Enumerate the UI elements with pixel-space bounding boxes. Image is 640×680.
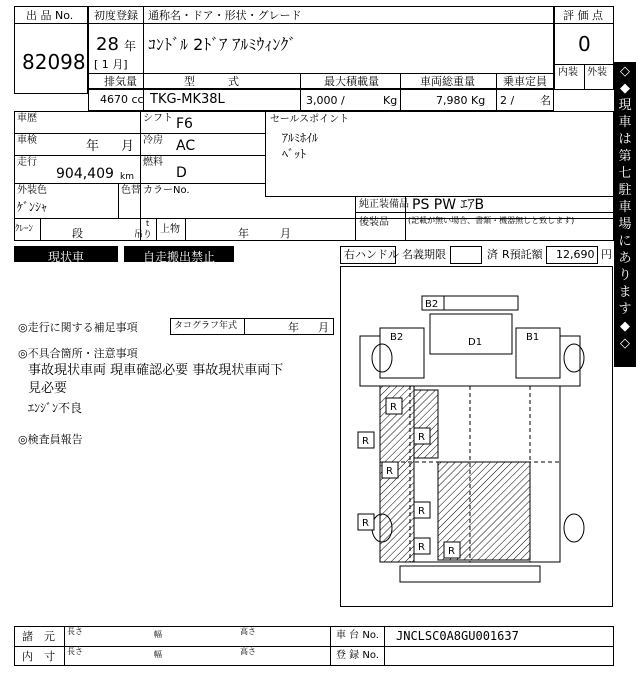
damage-diagram (340, 266, 614, 608)
ac-label: 冷房 (143, 135, 163, 146)
inspection-label: 車検 (17, 135, 37, 146)
crane-hook-top: t (146, 219, 150, 228)
current-condition-badge: 現状車 (14, 246, 118, 262)
interior-grade-label: 内装 (558, 67, 578, 78)
registration-year-unit: 年 (124, 39, 137, 53)
side-notice-char: 駐 (618, 183, 632, 198)
gross-weight-label: 車両総重量 (420, 75, 475, 88)
length-label-1: 長さ (67, 627, 83, 636)
displacement-label: 排気量 (104, 75, 137, 88)
side-notice-text (614, 64, 636, 351)
chassis-number-label: 車 台 No. (336, 630, 379, 641)
side-notice-char: に (618, 234, 632, 249)
inspection-year: 年 (86, 139, 100, 154)
registration-month: [ 1 月] (94, 58, 128, 71)
mileage-value: 904,409 (56, 166, 114, 182)
aftermarket-note: (記載が無い場合、書類・機器無しと致します) (408, 216, 575, 225)
model-label: 型 式 (184, 75, 239, 88)
max-load-unit: Kg (383, 94, 398, 107)
sales-point-1: ｱﾙﾐﾎｲﾙ (282, 131, 319, 145)
max-load-value: 3,000 / (306, 94, 345, 107)
aftermarket-label: 後装品 (359, 217, 389, 228)
mark-r-2: R (418, 432, 425, 443)
inspection-month: 月 (121, 139, 135, 154)
mark-b2-top: B2 (425, 299, 439, 310)
history-label: 車歴 (17, 113, 37, 124)
chassis-number: JNCLSC0A8GU001637 (396, 629, 519, 643)
mark-r-7: R (418, 542, 425, 553)
mark-r-1: R (390, 402, 397, 413)
side-notice-char: ◆ (620, 319, 630, 334)
side-notice-char: ◇ (620, 64, 630, 79)
interior-dims-label: 内 寸 (22, 650, 55, 663)
side-notice-char: あ (618, 251, 632, 266)
capacity-unit: 名 (540, 94, 551, 107)
grade-label: 評 価 点 (563, 9, 603, 22)
exterior-color-label: 外装色 (17, 185, 47, 196)
width-label-2: 幅 (154, 650, 162, 659)
mark-r-6: R (362, 518, 369, 529)
crane-label: ｸﾚｰﾝ (15, 224, 34, 234)
defect-line-3: ｴﾝｼﾞﾝ不良 (28, 401, 83, 415)
width-label-1: 幅 (154, 630, 162, 639)
mark-b2-left: B2 (390, 332, 404, 343)
inspector-report-header: ◎検査員報告 (18, 433, 83, 446)
tachograph-month: 月 (318, 321, 329, 334)
side-notice-char: は (618, 132, 632, 147)
shift-value: F6 (176, 116, 193, 132)
vehicle-name-label: 通称名・ドア・形状・グレード (148, 9, 302, 22)
side-notice-char: り (618, 268, 632, 283)
defects-header: ◎不具合箇所・注意事項 (18, 347, 138, 360)
length-label-2: 長さ (67, 647, 83, 656)
recycle-label: R預託額 (502, 248, 543, 261)
equipment-value: PS PW ｴｱB (412, 197, 485, 213)
equipment-label: 純正装備品 (359, 199, 409, 210)
side-notice-char: 七 (618, 166, 632, 181)
side-notice-char: 車 (618, 200, 632, 215)
self-drive-prohibited-badge: 自走搬出禁止 (124, 246, 234, 262)
sales-point-2: ﾍﾞｯﾄ (282, 147, 307, 161)
registration-year: 28 (96, 34, 119, 55)
defect-line-1: 事故現状車両 現車確認必要 事故現状車両下 (28, 363, 284, 378)
vehicle-name: ｺﾝﾄﾞﾙ 2ﾄﾞｱ ｱﾙﾐｳｨﾝｸﾞ (148, 35, 297, 54)
recycle-prefix: 済 (487, 248, 498, 261)
mark-r-5: R (418, 506, 425, 517)
fuel-value: D (176, 165, 187, 181)
exterior-grade-label: 外装 (587, 67, 607, 78)
gross-weight-value: 7,980 Kg (436, 94, 486, 107)
sales-point-label: セールスポイント (270, 114, 350, 125)
side-notice-char: 現 (618, 98, 632, 113)
recycle-value: 12,690 (556, 248, 595, 261)
side-notice-char: ま (618, 285, 632, 300)
side-notice-char: ◇ (620, 336, 630, 351)
height-label-2: 高さ (240, 647, 256, 656)
capacity-value: 2 / (500, 94, 515, 107)
lot-number-label: 出 品 No. (26, 9, 74, 22)
fuel-label: 燃料 (143, 157, 163, 168)
mark-r-8: R (448, 546, 455, 557)
upper-body-label: 上物 (160, 224, 180, 235)
crane-step: 段 (72, 227, 83, 240)
displacement-value: 4670 cc (100, 93, 144, 106)
color-no-label: カラーNo. (143, 185, 190, 196)
title-deadline-box (450, 246, 482, 264)
side-notice-char: ◆ (620, 81, 630, 96)
max-load-label: 最大積載量 (324, 75, 379, 88)
mark-b1: B1 (526, 332, 540, 343)
upper-body-month: 月 (280, 227, 291, 240)
side-notice-char: す (618, 302, 632, 317)
side-notice-char: 場 (618, 217, 632, 232)
mileage-label: 走行 (17, 157, 37, 168)
height-label-1: 高さ (240, 627, 256, 636)
crane-hook: 吊り (134, 230, 153, 240)
ac-value: AC (176, 138, 196, 154)
side-notice-char: 車 (618, 115, 632, 130)
mileage-unit: km (120, 172, 134, 182)
upper-body-year: 年 (238, 227, 249, 240)
recycle-unit: 円 (601, 248, 612, 261)
color-change-label: 色替 (121, 185, 141, 196)
mark-r-3: R (362, 436, 369, 447)
driving-notes-header: ◎走行に関する補足事項 (18, 321, 138, 334)
lot-number: 82098 (22, 50, 86, 74)
defect-line-2: 見必要 (28, 381, 68, 396)
tachograph-year: 年 (288, 321, 299, 334)
exterior-color-value: ｹﾞﾝｼｬ (17, 200, 48, 214)
side-notice-char: 第 (618, 149, 632, 164)
grade-value: 0 (578, 32, 591, 56)
tachograph-label: タコグラフ年式 (174, 321, 238, 331)
steering-value: 右ハンドル (344, 248, 399, 261)
mark-d1: D1 (468, 337, 483, 348)
first-registration-label: 初度登録 (94, 9, 138, 22)
mark-r-4: R (386, 466, 393, 477)
registration-number-label: 登 録 No. (336, 650, 379, 661)
capacity-label: 乗車定員 (503, 75, 547, 88)
specs-footer-label: 諸 元 (22, 630, 55, 643)
model-value: TKG-MK38L (150, 92, 225, 107)
title-deadline-label: 名義期限 (402, 248, 446, 261)
shift-label: シフト (143, 113, 173, 124)
